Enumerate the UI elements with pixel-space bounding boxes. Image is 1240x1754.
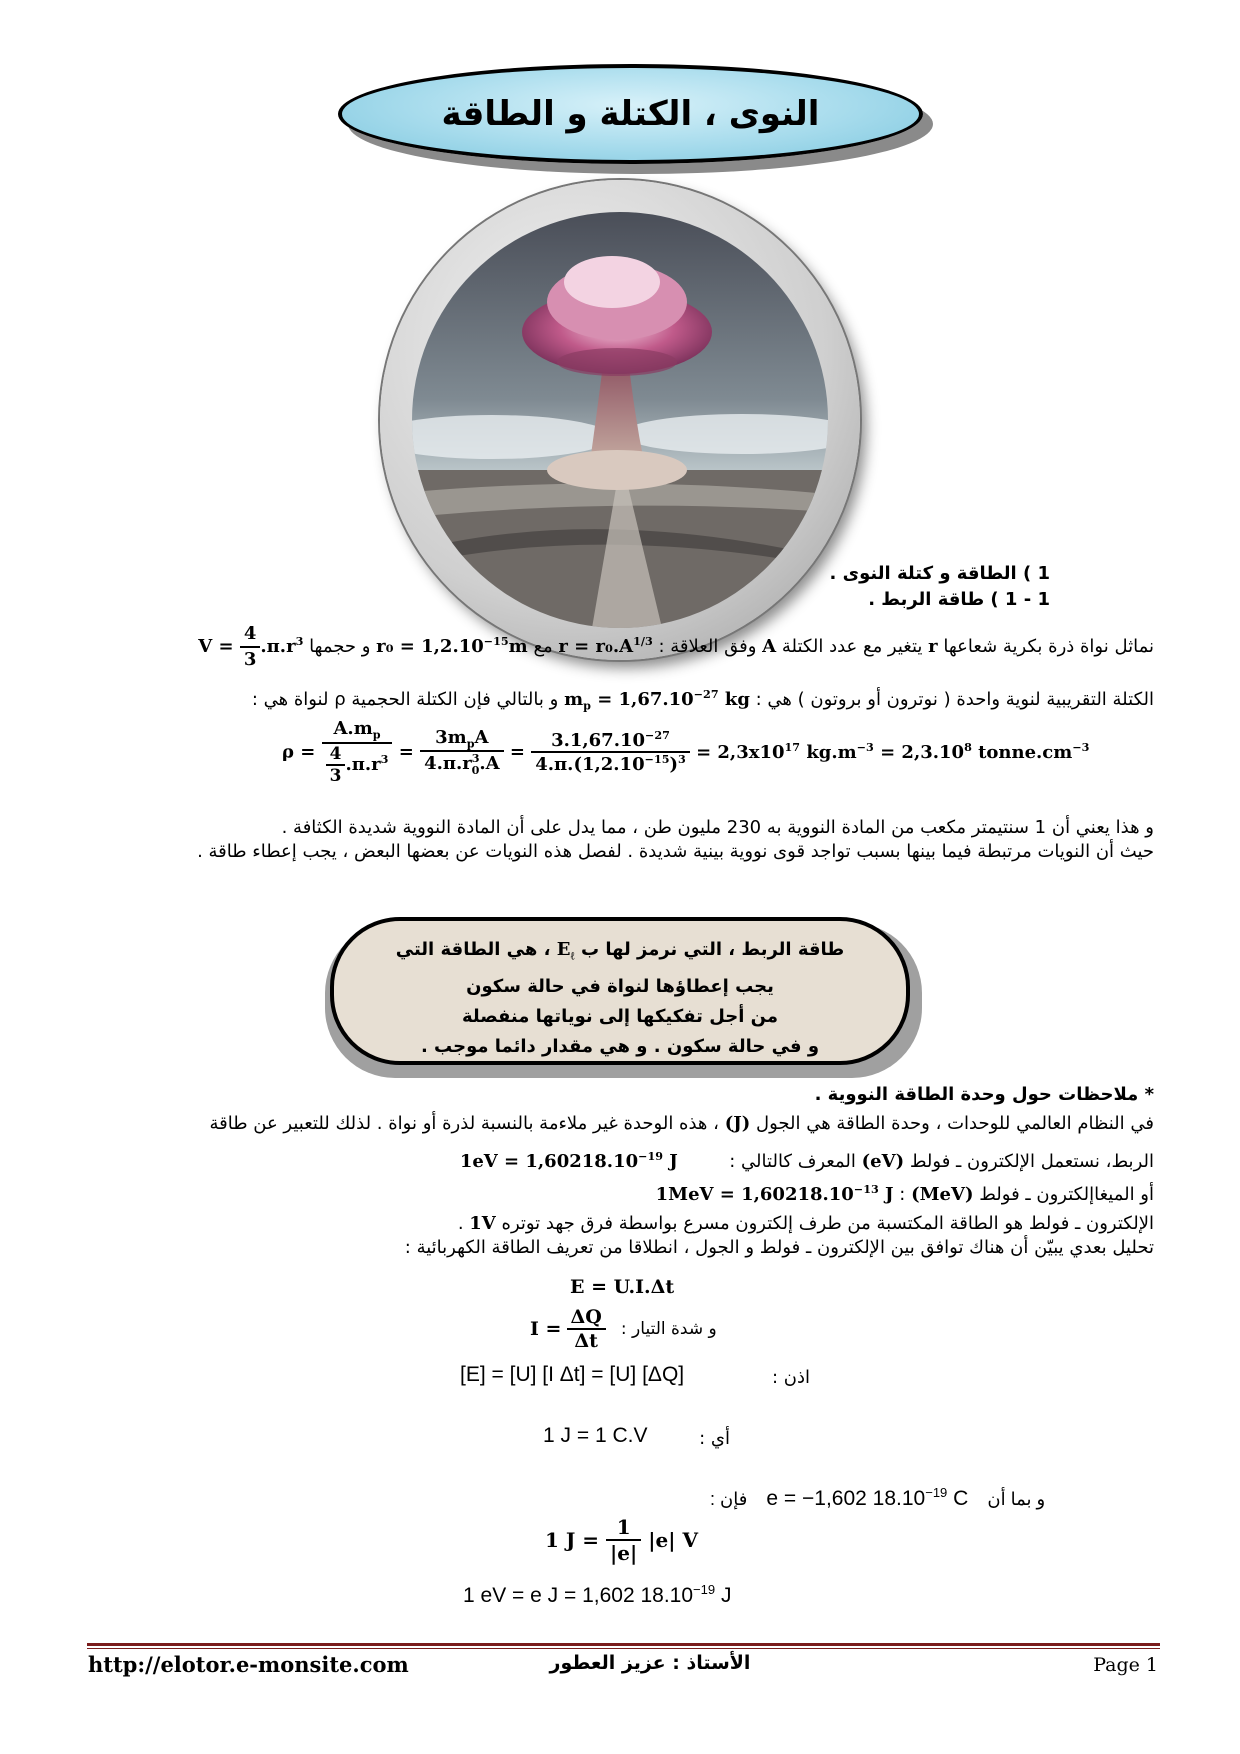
eq-current: I = $\frac{\Delta Q}{\Delta t}$ و شدة التيار : [530, 1306, 717, 1352]
para4: حيث أن النويات مرتبطة فيما بينها بسبب تواجد قوى نووية بينية شديدة . لفصل هذه النويات عن بعضها البعض ، يجب إعطاء طاقة . [197, 841, 1154, 862]
mushroom-cloud-image [412, 212, 828, 628]
eq-energy: E = U.I.Δt [570, 1276, 675, 1298]
page-title: النوى ، الكتلة و الطاقة [441, 94, 820, 134]
eq-V: V = $\frac{4}{3}$ $.\pi.r^3$ [198, 623, 304, 670]
section-heading-1-1: 1 - 1 ) طاقة الربط . [868, 589, 1050, 610]
ie-label: أي : [699, 1428, 730, 1449]
para1-text-e: و حجمها [309, 636, 371, 657]
para1-text-b: يتغير مع عدد الكتلة [781, 636, 923, 657]
footer-teacher: الأستاذ : عزيز العطور [549, 1652, 751, 1674]
eq-electron-charge-line: فإن : e = −1,602 $18.10^{-19}$ C و بما أن [710, 1485, 1046, 1510]
eq-one-ev: 1 eV = e J = 1,602 $18.10^{-19}$ J [463, 1582, 732, 1607]
para1-A: A [762, 636, 777, 657]
para2-text-a: الكتلة التقريبية لنوية واحدة ( نوترون أو بروتون ) هي : [755, 689, 1154, 710]
mushroom-cloud-photo-frame [380, 180, 860, 660]
density-equation: ρ = $A.m_p$ $\frac{4}{3}$ $.\pi.r^3$ = $\frac{3m_pA}{4.\pi.r^3_0.A}$ = $\frac{3.1,67.10^{-27}}{4.\pi.(1,2.10^{-15})^3}$ = $2,3x10^{17}$ $kg.m^{-3} = 2,3.10^8$ $tonne.cm^{-3}$ [282, 718, 1090, 786]
para3: و هذا يعني أن 1 سنتيمتر مكعب من المادة النووية به 230 مليون طن ، مما يدل على أن المادة النووية شديدة الكثافة . [281, 817, 1154, 838]
footer-page-number: Page 1 [1093, 1654, 1158, 1676]
notes-line-4: الإلكترون ـ فولط هو الطاقة المكتسبة من طرف إلكترون مسرع بواسطة فرق جهد توتره 1V . [457, 1213, 1154, 1234]
density-result: = $2,3x10^{17}$ $kg.m^{-3} = 2,3.10^8$ $tonne.cm^{-3}$ [696, 740, 1090, 763]
eq-r0: $r_0 = 1,2.10^{-15}m$ [376, 635, 528, 657]
notes-line-3: أو الميغاإلكترون ـ فولط (MeV) : $1MeV = 1,60218.10^{-13}$ J [655, 1183, 1154, 1205]
notes-line-5: تحليل بعدي يبيّن أن هناك توافق بين الإلكترون ـ فولط و الجول ، انطلاقا من تعريف الطاقة الكهربائية : [404, 1237, 1154, 1258]
footer-rule-thin [87, 1648, 1160, 1649]
para1-text-c: وفق العلاقة : [658, 636, 757, 657]
eq-dimension: [E] = [U] [I Δt] = [U] [ΔQ] [460, 1363, 685, 1386]
para2-rho: ρ [334, 689, 346, 710]
density-fraction-3: $\frac{3.1,67.10^{-27}}{4.\pi.(1,2.10^{-15})^3}$ [531, 729, 690, 775]
notes-heading: * ملاحظات حول وحدة الطاقة النووية . [814, 1084, 1154, 1105]
para1-line [74, 622, 1154, 672]
notes-line-2: الربط، نستعمل الإلكترون ـ فولط (eV) المعرف كالتالي : $1eV = 1,60218.10^{-19}$ J [459, 1150, 1154, 1172]
eq-r: $r = r_0.A^{1/3}$ [558, 635, 653, 657]
density-fraction-2: $\frac{3m_pA}{4.\pi.r^3_0.A}$ [420, 727, 503, 777]
then-label: اذن : [771, 1367, 810, 1388]
para1-text-a: نماثل نواة ذرة بكرية شعاعها [943, 636, 1154, 657]
eq-joule-coulomb-volt: 1 J = 1 C.V [543, 1424, 648, 1447]
eq-one-joule: 1 J = $\frac{1}{|e|}$ |e| V [545, 1515, 699, 1565]
para1-r: r [928, 636, 938, 657]
eq-mp: $m_p = 1,67.10^{-27}$ kg [564, 688, 750, 713]
definition-text: طاقة الربط ، التي نرمز لها ب $E_\ell$ ، هي الطاقة التي يجب إعطاؤها لنواة في حالة سكون من أجل تفكيكها إلى نوياتها منفصلة و في حالة سكون . و هي مقدار دائما موجب . [395, 939, 845, 1057]
mushroom-cloud-photo [412, 212, 828, 628]
footer-url[interactable]: http://elotor.e-monsite.com [88, 1652, 409, 1677]
para2-text-c: لنواة هي : [251, 689, 329, 710]
density-fraction-1: $A.m_p$ $\frac{4}{3}$ $.\pi.r^3$ [322, 718, 393, 786]
para2-text-b: و بالتالي فإن الكتلة الحجمية [351, 689, 559, 710]
para2-line [74, 683, 1154, 719]
para1-text-d: مع [533, 636, 553, 657]
title-banner [338, 64, 923, 164]
section-heading-1: 1 ) الطاقة و كتلة النوى . [829, 563, 1050, 584]
footer-rule [87, 1643, 1160, 1646]
definition-box [330, 917, 910, 1065]
notes-line-1: في النظام العالمي للوحدات ، وحدة الطاقة هي الجول (J) ، هذه الوحدة غير ملاءمة بالنسبة لذرة أو نواة . لذلك للتعبير عن طاقة [209, 1113, 1154, 1134]
